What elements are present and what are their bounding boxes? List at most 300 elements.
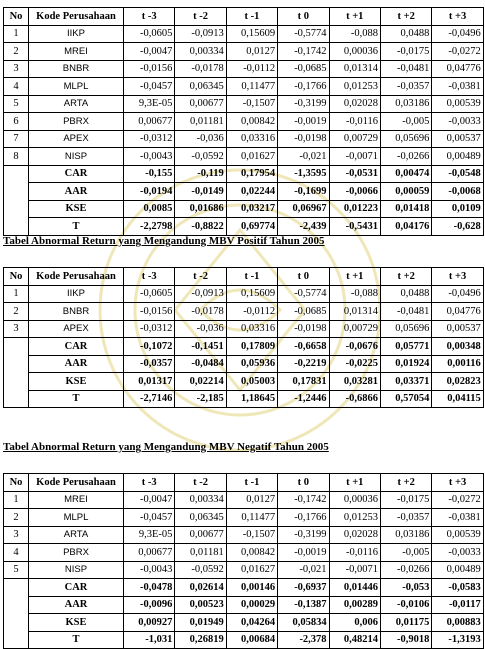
abnormal-return-table-all [3,7,484,236]
col-header-kode: Kode Perusahaan [29,474,124,492]
summary-value: -0,8822 [175,218,226,236]
row-number: 3 [4,320,29,338]
return-value: -0,0357 [380,78,431,96]
return-value: 0,01627 [226,148,277,166]
caption-text: Tabel Abnormal Return yang Mengandung MBV Positif Tahun 2005 [3,235,325,247]
summary-value: -0,6937 [278,579,329,597]
blank-cell [4,631,29,649]
return-value: -0,021 [278,561,329,579]
return-value: 9,3E-05 [124,95,175,113]
summary-value: -2,185 [175,390,226,408]
summary-value: -2,2798 [124,218,175,236]
summary-value: 0,17809 [226,338,277,356]
table-body [4,491,484,649]
col-header-t-1: t -1 [226,474,277,492]
return-value: 0,00677 [124,544,175,562]
summary-label: KSE [29,373,124,391]
return-value: -0,036 [175,320,226,338]
company-code: BNBR [29,303,124,321]
return-value: -0,0033 [432,113,483,131]
summary-value: 1,18645 [226,390,277,408]
row-number: 2 [4,43,29,61]
return-value: -0,0266 [380,561,431,579]
summary-value: 0,02614 [175,579,226,597]
summary-value: 0,00146 [226,579,277,597]
table-row [4,320,484,338]
summary-label: AAR [29,183,124,201]
col-header-t-3: t -3 [124,474,175,492]
summary-value: -0,6866 [329,390,380,408]
summary-value: 0,01418 [380,200,431,218]
table-body [4,25,484,235]
table-row [4,60,484,78]
return-value: -0,0047 [124,43,175,61]
blank-cell [4,390,29,408]
blank-cell [4,596,29,614]
summary-value: 0,06967 [278,200,329,218]
summary-row-kse [4,614,484,632]
summary-value: 0,57054 [380,390,431,408]
summary-value: -0,119 [175,165,226,183]
return-value: 0,06345 [175,78,226,96]
return-value: -0,0496 [432,25,483,43]
return-value: 0,11477 [226,509,277,527]
return-value: -0,0685 [278,60,329,78]
summary-value: -0,1451 [175,338,226,356]
return-value: 0,00489 [432,561,483,579]
return-value: -0,3199 [278,95,329,113]
return-value: -0,0685 [278,303,329,321]
return-value: -0,0178 [175,303,226,321]
summary-value: 0,05003 [226,373,277,391]
row-number: 1 [4,491,29,509]
return-value: 0,15609 [226,285,277,303]
return-value: -0,1766 [278,78,329,96]
header-row [4,474,484,492]
return-value: -0,0592 [175,561,226,579]
summary-value: 0,48214 [329,631,380,649]
return-value: -0,0381 [432,78,483,96]
return-value: -0,1507 [226,95,277,113]
col-header-t+1: t +1 [329,474,380,492]
blank-cell [4,183,29,201]
col-header-t-3: t -3 [124,8,175,26]
row-number: 4 [4,78,29,96]
return-value: -0,0175 [380,43,431,61]
return-value: 0,03186 [380,526,431,544]
col-header-t+1: t +1 [329,8,380,26]
summary-value: -0,0066 [329,183,380,201]
return-value: -0,0481 [380,60,431,78]
col-header-t+1: t +1 [329,268,380,286]
return-value: -0,005 [380,544,431,562]
return-value: 0,01253 [329,509,380,527]
summary-value: 0,006 [329,614,380,632]
table-caption-negative [3,441,329,453]
blank-cell [4,338,29,356]
summary-value: -0,1699 [278,183,329,201]
header-row [4,268,484,286]
company-code: MLPL [29,78,124,96]
return-value: 0,00334 [175,43,226,61]
row-number: 1 [4,285,29,303]
return-value: -0,0198 [278,320,329,338]
return-value: -0,0043 [124,148,175,166]
return-value: 0,00036 [329,43,380,61]
summary-value: -0,0478 [124,579,175,597]
table-row [4,25,484,43]
summary-value: -0,0068 [432,183,483,201]
summary-value: 0,04176 [380,218,431,236]
return-value: 0,00539 [432,95,483,113]
summary-value: -2,439 [278,218,329,236]
return-value: 0,0488 [380,285,431,303]
summary-value: 0,01175 [380,614,431,632]
return-value: 0,02028 [329,95,380,113]
summary-value: 0,0085 [124,200,175,218]
summary-label: T [29,218,124,236]
return-value: -0,036 [175,130,226,148]
summary-value: 0,01317 [124,373,175,391]
return-value: -0,1742 [278,491,329,509]
return-value: 0,0127 [226,491,277,509]
summary-value: 0,00883 [432,614,483,632]
col-header-t+2: t +2 [380,474,431,492]
row-number: 5 [4,95,29,113]
return-value: -0,5774 [278,25,329,43]
blank-cell [4,218,29,236]
return-value: 0,03186 [380,95,431,113]
summary-value: 0,17831 [278,373,329,391]
col-header-no: No [4,474,29,492]
summary-row-car [4,579,484,597]
return-value: 0,01253 [329,78,380,96]
company-code: NISP [29,148,124,166]
summary-value: -0,1072 [124,338,175,356]
summary-value: -0,628 [432,218,483,236]
col-header-kode: Kode Perusahaan [29,8,124,26]
table-body [4,285,484,408]
return-value: 0,00036 [329,491,380,509]
return-value: -0,0457 [124,509,175,527]
summary-value: 0,02823 [432,373,483,391]
row-number: 8 [4,148,29,166]
summary-label: CAR [29,165,124,183]
summary-label: KSE [29,614,124,632]
summary-value: 0,01223 [329,200,380,218]
row-number: 4 [4,544,29,562]
col-header-no: No [4,268,29,286]
table-row [4,491,484,509]
summary-value: -0,0117 [432,596,483,614]
return-value: 0,06345 [175,509,226,527]
summary-row-kse [4,373,484,391]
col-header-t-1: t -1 [226,268,277,286]
summary-row-t [4,218,484,236]
return-value: 0,01314 [329,303,380,321]
return-value: -0,0019 [278,113,329,131]
summary-value: 0,00474 [380,165,431,183]
summary-value: -0,1387 [278,596,329,614]
return-value: 0,01627 [226,561,277,579]
caption-text: Tabel Abnormal Return yang Mengandung MBV Negatif Tahun 2005 [3,441,329,453]
blank-cell [4,355,29,373]
summary-value: 0,01446 [329,579,380,597]
return-value: 0,00537 [432,320,483,338]
summary-value: 0,03217 [226,200,277,218]
summary-label: AAR [29,355,124,373]
col-header-t+3: t +3 [432,268,483,286]
summary-value: -0,0225 [329,355,380,373]
summary-value: 0,00684 [226,631,277,649]
return-value: 0,01181 [175,544,226,562]
return-value: -0,0178 [175,60,226,78]
summary-value: 0,00029 [226,596,277,614]
col-header-kode: Kode Perusahaan [29,268,124,286]
return-value: 9,3E-05 [124,526,175,544]
return-value: 0,00677 [175,95,226,113]
return-value: -0,005 [380,113,431,131]
return-value: -0,0913 [175,25,226,43]
row-number: 2 [4,303,29,321]
return-value: -0,0116 [329,113,380,131]
return-value: 0,01181 [175,113,226,131]
summary-value: 0,0109 [432,200,483,218]
summary-value: -0,0149 [175,183,226,201]
table-row [4,78,484,96]
table-caption-positive [3,235,325,247]
return-value: -0,1507 [226,526,277,544]
return-value: 0,04776 [432,303,483,321]
summary-row-t [4,390,484,408]
company-code: NISP [29,561,124,579]
company-code: PBRX [29,113,124,131]
return-value: 0,0127 [226,43,277,61]
table-row [4,544,484,562]
summary-label: AAR [29,596,124,614]
summary-row-aar [4,355,484,373]
blank-cell [4,579,29,597]
summary-value: 0,05936 [226,355,277,373]
company-code: IIKP [29,25,124,43]
summary-label: KSE [29,200,124,218]
summary-value: -1,3595 [278,165,329,183]
summary-value: 0,04264 [226,614,277,632]
col-header-t-2: t -2 [175,268,226,286]
summary-value: 0,69774 [226,218,277,236]
return-value: -0,0033 [432,544,483,562]
summary-value: -0,5431 [329,218,380,236]
summary-value: 0,00289 [329,596,380,614]
summary-value: 0,01686 [175,200,226,218]
return-value: -0,0592 [175,148,226,166]
return-value: -0,0457 [124,78,175,96]
summary-value: 0,01924 [380,355,431,373]
company-code: ARTA [29,526,124,544]
summary-value: -0,0096 [124,596,175,614]
return-value: -0,3199 [278,526,329,544]
summary-row-car [4,165,484,183]
return-value: 0,04776 [432,60,483,78]
return-value: 0,03316 [226,320,277,338]
summary-row-aar [4,183,484,201]
return-value: 0,03316 [226,130,277,148]
return-value: -0,0175 [380,491,431,509]
row-number: 6 [4,113,29,131]
company-code: BNBR [29,60,124,78]
return-value: 0,00729 [329,320,380,338]
summary-value: 0,00523 [175,596,226,614]
return-value: -0,5774 [278,285,329,303]
table-row [4,95,484,113]
return-value: 0,00842 [226,544,277,562]
return-value: -0,0112 [226,60,277,78]
summary-value: -0,6658 [278,338,329,356]
summary-label: T [29,631,124,649]
col-header-t0: t 0 [278,268,329,286]
return-value: 0,00539 [432,526,483,544]
return-value: -0,088 [329,285,380,303]
row-number: 1 [4,25,29,43]
return-value: 0,0488 [380,25,431,43]
return-value: 0,00489 [432,148,483,166]
company-code: IIKP [29,285,124,303]
return-value: -0,0312 [124,320,175,338]
table-row [4,130,484,148]
col-header-t0: t 0 [278,474,329,492]
summary-row-kse [4,200,484,218]
row-number: 7 [4,130,29,148]
col-header-t-1: t -1 [226,8,277,26]
return-value: -0,0198 [278,130,329,148]
return-value: 0,00729 [329,130,380,148]
table-row [4,43,484,61]
col-header-t+2: t +2 [380,8,431,26]
company-code: MREI [29,491,124,509]
return-value: -0,0156 [124,60,175,78]
summary-value: -2,7146 [124,390,175,408]
return-value: -0,0913 [175,285,226,303]
col-header-t-2: t -2 [175,8,226,26]
summary-row-car [4,338,484,356]
return-value: -0,088 [329,25,380,43]
summary-value: -1,2446 [278,390,329,408]
return-value: 0,00334 [175,491,226,509]
return-value: -0,0381 [432,509,483,527]
return-value: 0,15609 [226,25,277,43]
col-header-t-3: t -3 [124,268,175,286]
return-value: -0,0071 [329,148,380,166]
return-value: 0,00677 [175,526,226,544]
table-row [4,526,484,544]
return-value: -0,0266 [380,148,431,166]
blank-cell [4,373,29,391]
return-value: -0,0496 [432,285,483,303]
col-header-t+3: t +3 [432,8,483,26]
summary-value: -0,0676 [329,338,380,356]
return-value: -0,0112 [226,303,277,321]
summary-value: -0,155 [124,165,175,183]
summary-value: -1,031 [124,631,175,649]
summary-row-t [4,631,484,649]
summary-row-aar [4,596,484,614]
summary-value: 0,17954 [226,165,277,183]
header-row [4,8,484,26]
return-value: 0,02028 [329,526,380,544]
company-code: ARTA [29,95,124,113]
return-value: 0,01314 [329,60,380,78]
summary-value: 0,02214 [175,373,226,391]
summary-value: -0,2219 [278,355,329,373]
table-row [4,509,484,527]
summary-value: -0,9018 [380,631,431,649]
summary-value: 0,00927 [124,614,175,632]
row-number: 5 [4,561,29,579]
company-code: MREI [29,43,124,61]
summary-label: CAR [29,579,124,597]
return-value: 0,05696 [380,320,431,338]
return-value: -0,1766 [278,509,329,527]
row-number: 3 [4,60,29,78]
col-header-t+3: t +3 [432,474,483,492]
return-value: -0,0116 [329,544,380,562]
return-value: -0,1742 [278,43,329,61]
table-row [4,285,484,303]
return-value: -0,0357 [380,509,431,527]
blank-cell [4,614,29,632]
col-header-no: No [4,8,29,26]
summary-value: -1,3193 [432,631,483,649]
return-value: -0,0272 [432,43,483,61]
return-value: 0,00677 [124,113,175,131]
row-number: 2 [4,509,29,527]
summary-value: -0,0583 [432,579,483,597]
summary-value: 0,03281 [329,373,380,391]
table-row [4,113,484,131]
summary-value: 0,05834 [278,614,329,632]
return-value: -0,0043 [124,561,175,579]
summary-label: CAR [29,338,124,356]
return-value: -0,0605 [124,25,175,43]
summary-value: 0,01949 [175,614,226,632]
company-code: MLPL [29,509,124,527]
return-value: 0,00537 [432,130,483,148]
summary-value: -2,378 [278,631,329,649]
summary-value: 0,00348 [432,338,483,356]
summary-value: -0,0548 [432,165,483,183]
col-header-t0: t 0 [278,8,329,26]
company-code: APEX [29,320,124,338]
summary-value: 0,02244 [226,183,277,201]
summary-value: 0,00059 [380,183,431,201]
summary-value: 0,26819 [175,631,226,649]
abnormal-return-table-positive [3,267,484,408]
table-row [4,303,484,321]
return-value: -0,0312 [124,130,175,148]
return-value: -0,0156 [124,303,175,321]
return-value: -0,0071 [329,561,380,579]
return-value: -0,0047 [124,491,175,509]
summary-value: -0,053 [380,579,431,597]
company-code: PBRX [29,544,124,562]
summary-value: -0,0531 [329,165,380,183]
table-row [4,561,484,579]
return-value: -0,0605 [124,285,175,303]
return-value: 0,05696 [380,130,431,148]
return-value: -0,0481 [380,303,431,321]
blank-cell [4,200,29,218]
company-code: APEX [29,130,124,148]
